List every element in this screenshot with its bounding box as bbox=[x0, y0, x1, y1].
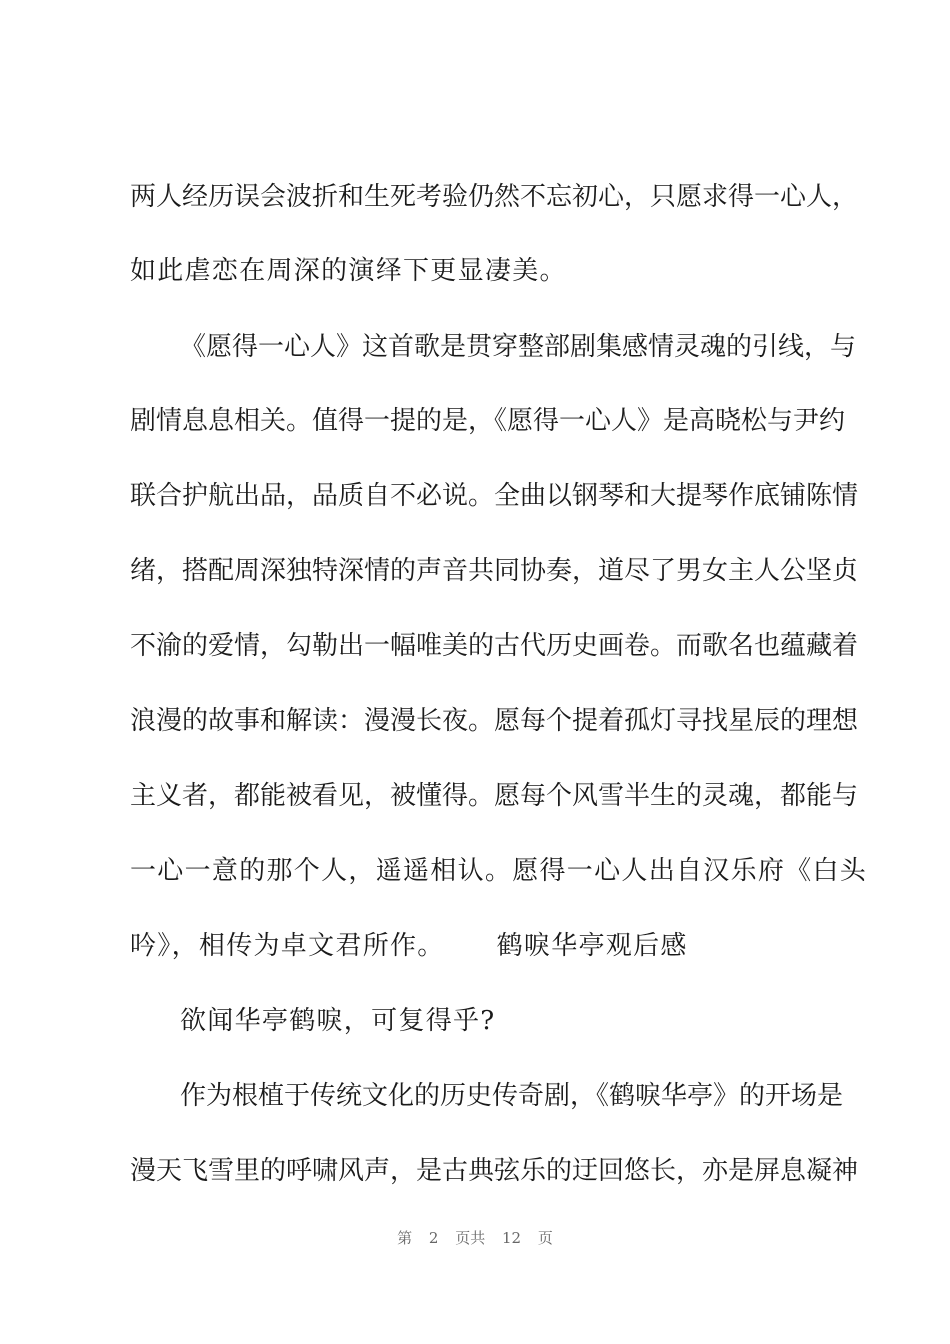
paragraph-line: 剧情息息相关。值得一提的是，《愿得一心人》是高晓松与尹约 bbox=[130, 406, 846, 436]
paragraph-line: 联合护航出品，品质自不必说。全曲以钢琴和大提琴作底铺陈情 bbox=[130, 481, 859, 511]
paragraph-line: 一心一意的那个人，遥遥相认。愿得一心人出自汉乐府《白头 bbox=[130, 856, 868, 886]
paragraph-line: 《愿得一心人》这首歌是贯穿整部剧集感情灵魂的引线，与 bbox=[180, 332, 857, 362]
footer-middle: 页共 bbox=[455, 1229, 486, 1247]
paragraph-line: 两人经历误会波折和生死考验仍然不忘初心，只愿求得一心人， bbox=[130, 182, 859, 212]
paragraph-line: 绪，搭配周深独特深情的声音共同协奏，道尽了男女主人公坚贞 bbox=[130, 556, 859, 586]
paragraph-line: 漫天飞雪里的呼啸风声，是古典弦乐的迂回悠长，亦是屏息凝神 bbox=[130, 1156, 859, 1186]
paragraph-line: 主义者，都能被看见，被懂得。愿每个风雪半生的灵魂，都能与 bbox=[130, 781, 859, 811]
footer-page-number: 2 bbox=[428, 1229, 439, 1247]
paragraph-line: 欲闻华亭鹤唳，可复得乎? bbox=[180, 1006, 496, 1036]
paragraph-line-with-title bbox=[130, 929, 842, 963]
section-title: 鹤唳华亭观后感 bbox=[496, 931, 688, 961]
paragraph-line: 作为根植于传统文化的历史传奇剧，《鹤唳华亭》的开场是 bbox=[180, 1081, 844, 1111]
paragraph-line: 不渝的爱情，勾勒出一幅唯美的古代历史画卷。而歌名也蕴藏着 bbox=[130, 631, 859, 661]
footer-prefix: 第 bbox=[397, 1229, 413, 1247]
footer-total-pages: 12 bbox=[502, 1229, 522, 1247]
paragraph-line: 浪漫的故事和解读：漫漫长夜。愿每个提着孤灯寻找星辰的理想 bbox=[130, 706, 859, 736]
paragraph-line: 如此虐恋在周深的演绎下更显凄美。 bbox=[130, 256, 567, 286]
paragraph-line: 吟》，相传为卓文君所作。 bbox=[130, 931, 445, 961]
footer-suffix: 页 bbox=[537, 1229, 553, 1247]
page-footer bbox=[0, 1228, 950, 1248]
